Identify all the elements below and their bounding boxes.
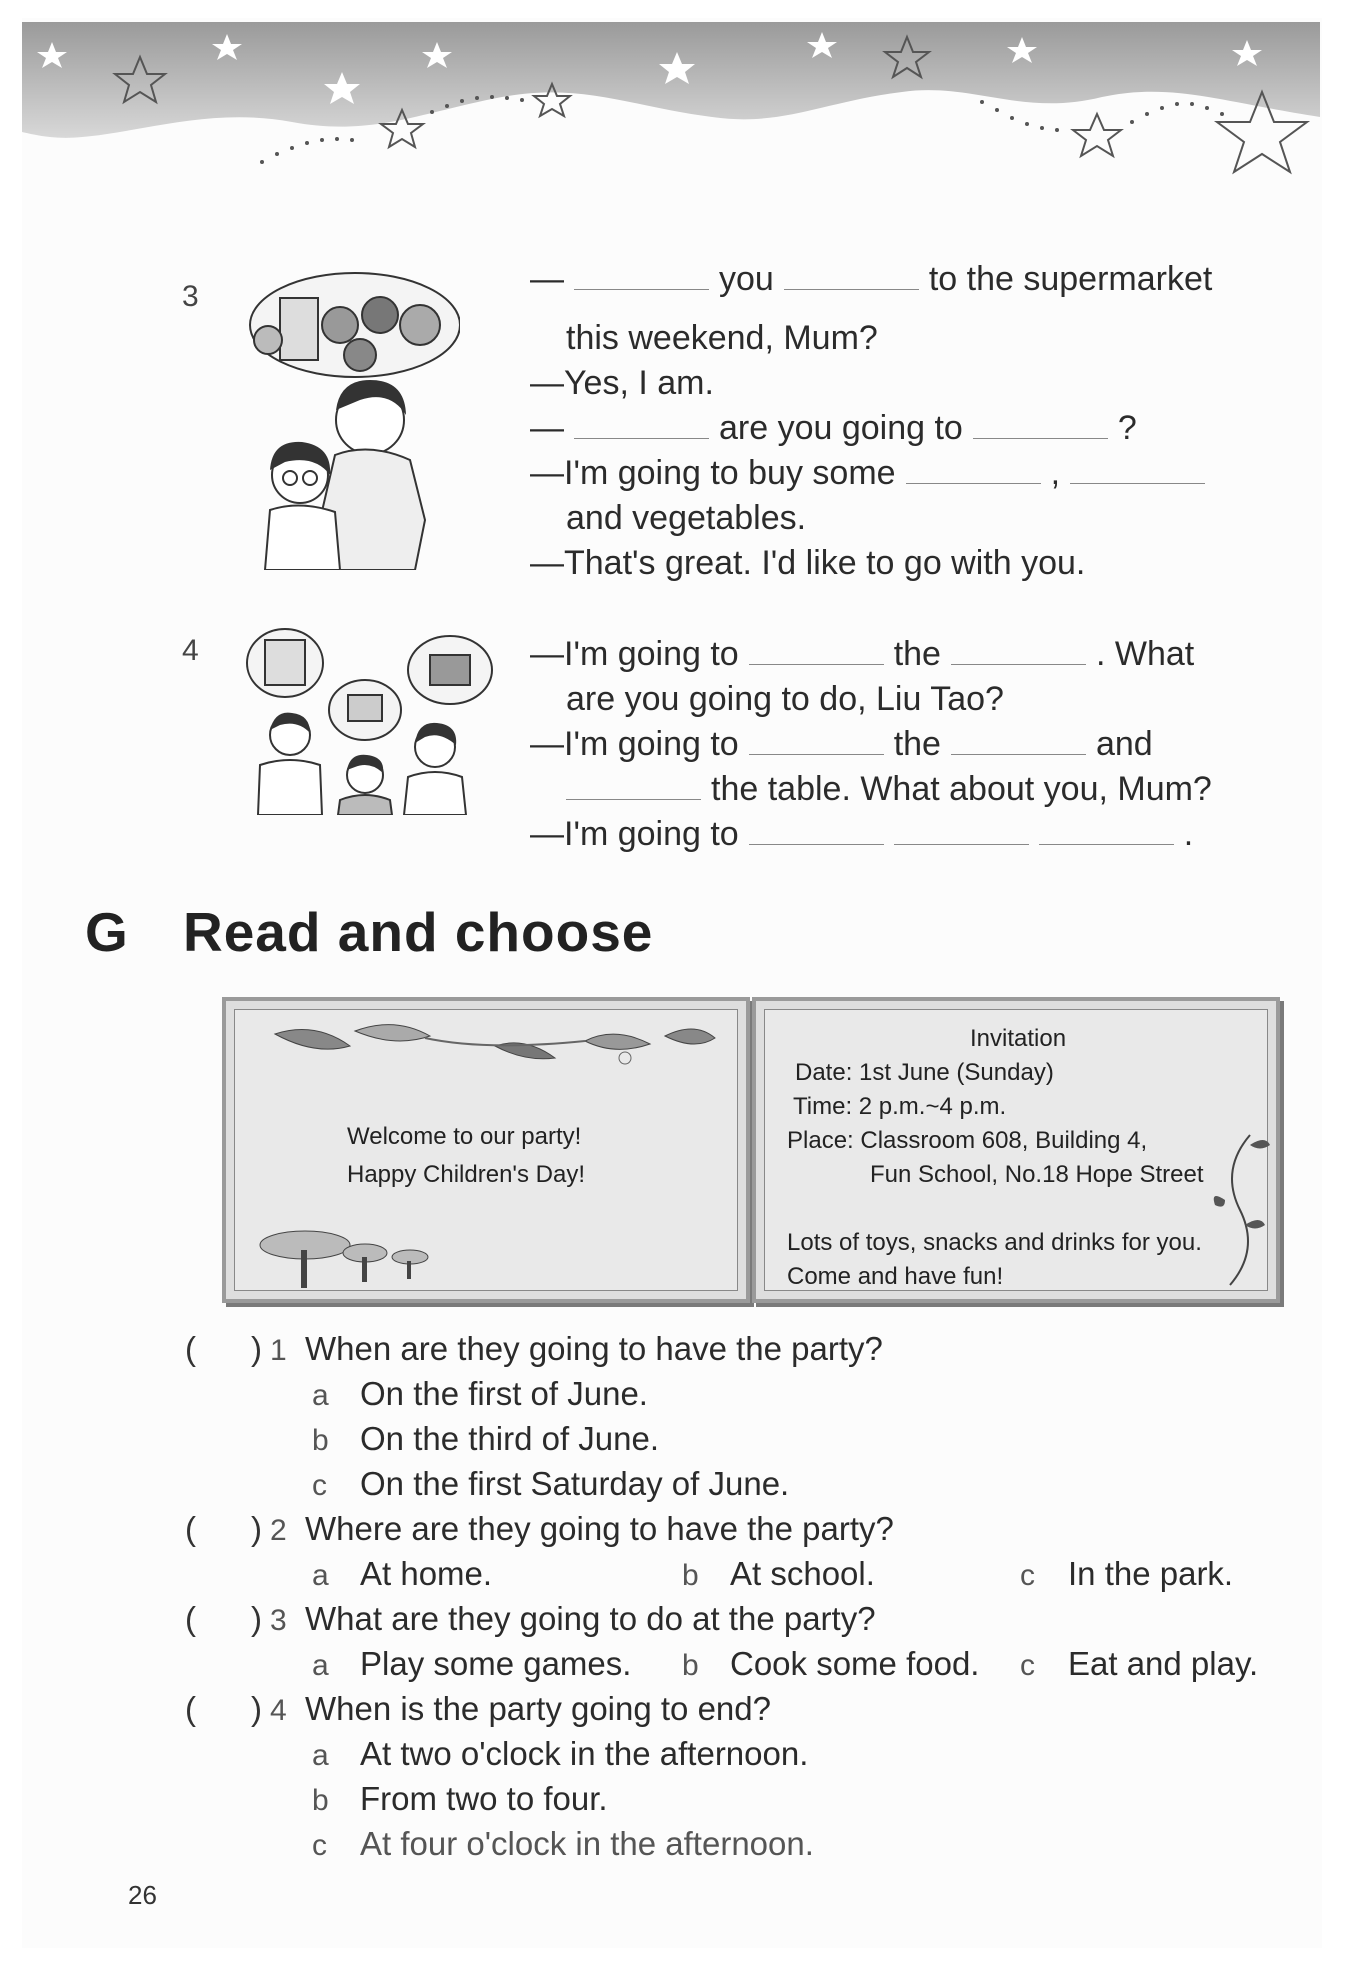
leaves-decoration — [255, 1016, 725, 1076]
invitation-time: Time: 2 p.m.~4 p.m. — [793, 1093, 1007, 1120]
option[interactable]: c On the first Saturday of June. — [312, 1465, 790, 1502]
section-heading — [85, 900, 653, 964]
option[interactable]: c Eat and play. — [1020, 1645, 1259, 1682]
dialogue-line: and vegetables. — [566, 499, 807, 537]
question-2: 2 Where are they going to have the party? — [270, 1510, 894, 1547]
answer-blank[interactable] — [951, 726, 1086, 755]
family-plans-illustration — [240, 625, 495, 815]
option[interactable]: a On the first of June. — [312, 1375, 648, 1412]
card-inner — [764, 1009, 1268, 1291]
option[interactable]: a At home. — [312, 1555, 493, 1592]
option[interactable]: c In the park. — [1020, 1555, 1234, 1592]
page-number: 26 — [128, 1880, 157, 1910]
dialogue-line: —I'm going to . — [530, 815, 1194, 853]
answer-blank[interactable] — [1039, 816, 1174, 845]
option[interactable]: a At two o'clock in the afternoon. — [312, 1735, 809, 1772]
invitation-address: Fun School, No.18 Hope Street — [870, 1161, 1204, 1188]
answer-bracket[interactable]: ( ) — [185, 1690, 262, 1727]
question-1: 1 When are they going to have the party? — [270, 1330, 883, 1367]
dialogue-line: —I'm going to the and — [530, 725, 1153, 763]
dialogue-line: — you to the supermarket — [530, 260, 1213, 298]
answer-blank[interactable] — [951, 636, 1086, 665]
question-4: 4 When is the party going to end? — [270, 1690, 771, 1727]
section-letter: G — [85, 901, 129, 963]
option[interactable]: b From two to four. — [312, 1780, 608, 1817]
dialogue-line: the table. What about you, Mum? — [530, 767, 1212, 812]
answer-blank[interactable] — [749, 636, 884, 665]
dialogue-line: —Yes, I am. — [530, 364, 714, 402]
dialogue-line: are you going to do, Liu Tao? — [566, 680, 1004, 718]
invitation-date: Date: 1st June (Sunday) — [795, 1059, 1054, 1086]
exercise-4-dialogue — [530, 632, 1212, 857]
question-3: 3 What are they going to do at the party? — [270, 1600, 876, 1637]
dialogue-line: this weekend, Mum? — [566, 319, 878, 357]
exercise-number-4: 4 — [182, 634, 199, 667]
dialogue-line: — are you going to ? — [530, 409, 1137, 447]
invitation-note: Lots of toys, snacks and drinks for you. — [787, 1229, 1202, 1256]
invitation-card — [752, 997, 1280, 1303]
section-title: Read and choose — [183, 901, 654, 963]
answer-blank[interactable] — [574, 261, 709, 290]
invitation-place: Place: Classroom 608, Building 4, — [787, 1127, 1148, 1154]
option[interactable]: b Cook some food. — [682, 1645, 980, 1682]
answer-blank[interactable] — [749, 726, 884, 755]
answer-blank[interactable] — [973, 410, 1108, 439]
option[interactable]: a Play some games. — [312, 1645, 632, 1682]
welcome-text: Welcome to our party! — [347, 1123, 582, 1150]
answer-blank[interactable] — [574, 410, 709, 439]
dialogue-line: —That's great. I'd like to go with you. — [530, 544, 1086, 582]
vine-decoration — [1170, 1130, 1270, 1290]
invitation-closing: Come and have fun! — [787, 1263, 1004, 1290]
dialogue-line: —I'm going to the . What — [530, 635, 1195, 673]
exercise-number-3: 3 — [182, 280, 199, 313]
answer-blank[interactable] — [566, 771, 701, 800]
option[interactable]: c At four o'clock in the afternoon. — [312, 1825, 814, 1862]
answer-bracket[interactable]: ( ) — [185, 1600, 262, 1637]
mum-and-child-illustration — [240, 270, 460, 570]
answer-blank[interactable] — [906, 455, 1041, 484]
invitation-heading: Invitation — [970, 1025, 1067, 1052]
dialogue-line: —I'm going to buy some , — [530, 451, 1215, 496]
trees-decoration — [255, 1225, 455, 1290]
answer-blank[interactable] — [784, 261, 919, 290]
answer-bracket[interactable]: ( ) — [185, 1330, 262, 1367]
answer-blank[interactable] — [1070, 455, 1205, 484]
exercise-3-dialogue — [530, 257, 1215, 586]
party-card-left — [222, 997, 750, 1303]
answer-blank[interactable] — [749, 816, 884, 845]
option[interactable]: b On the third of June. — [312, 1420, 660, 1457]
option[interactable]: b At school. — [682, 1555, 875, 1592]
childrens-day-text: Happy Children's Day! — [347, 1161, 586, 1188]
card-inner — [234, 1009, 738, 1291]
answer-bracket[interactable]: ( ) — [185, 1510, 262, 1547]
star-banner — [22, 22, 1320, 212]
answer-blank[interactable] — [894, 816, 1029, 845]
